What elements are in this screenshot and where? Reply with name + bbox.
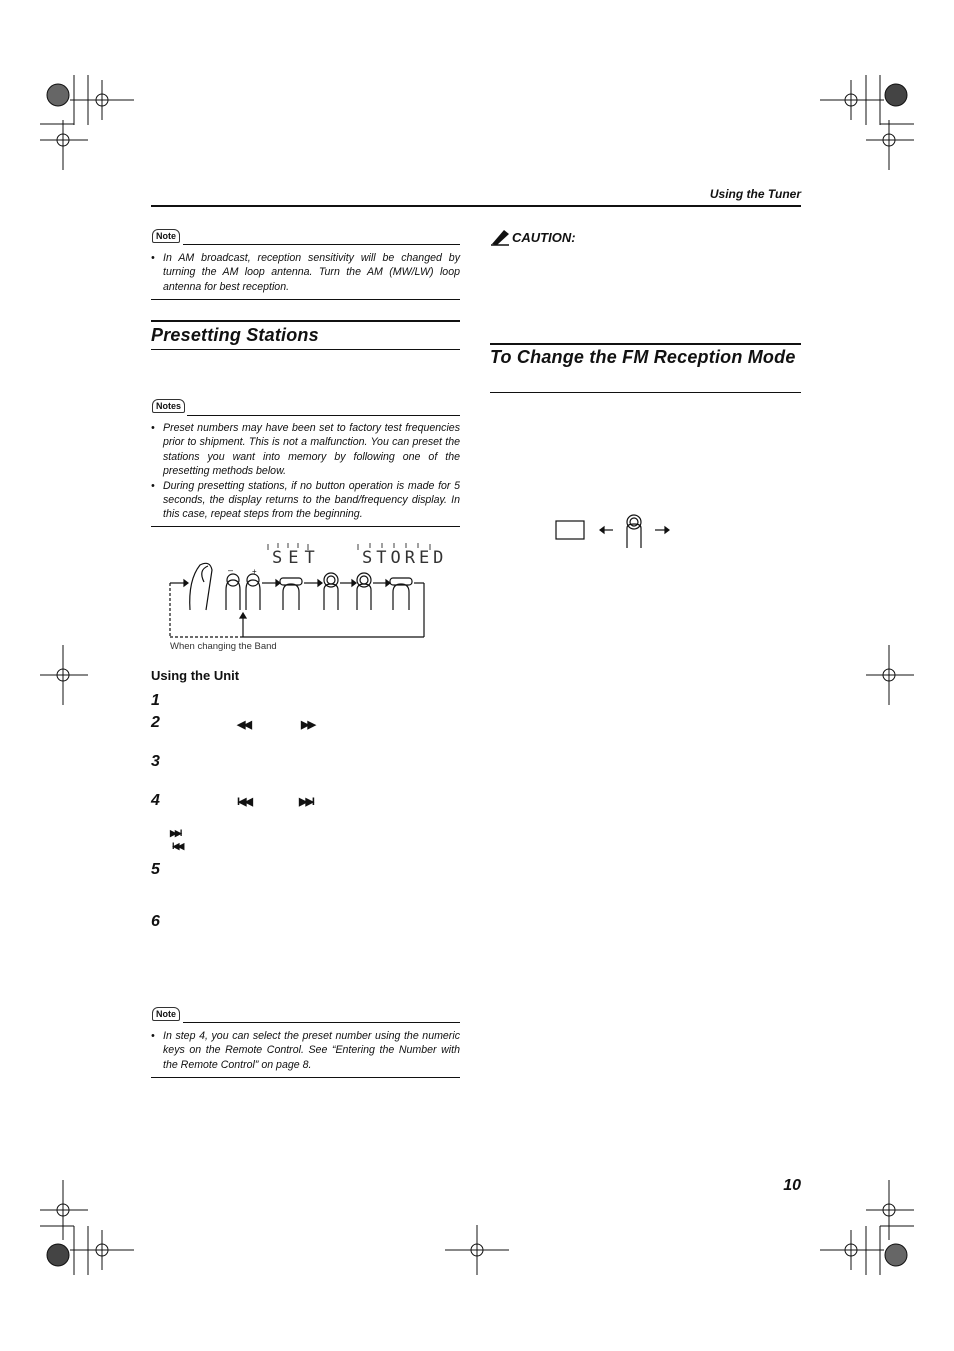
note-badge-step4: Note: [152, 1007, 180, 1021]
note-step4-rule-top: [183, 1022, 460, 1023]
step-2: 2: [151, 714, 160, 731]
page-number: 10: [783, 1177, 801, 1194]
notes-rule-bottom: [151, 526, 460, 527]
step-6: 6: [151, 913, 160, 930]
section-rule-top: [151, 320, 460, 322]
fm-rule-top: [490, 343, 801, 345]
fm-mode-diagram: [555, 510, 675, 550]
notes-preset-text: • Preset numbers may have been set to factory test frequencies prior to shipment. This is not a malfunction. You can preset the stations you want into memory by following one of the presetting methods below. • During presetting stations, if no button operation is made for 5 seconds, the display returns to the band/frequency display. In this case, repeat steps from the beginning.: [151, 422, 460, 521]
section-title-presetting: Presetting Stations: [151, 325, 319, 345]
next-symbol-small: ▶▶I: [170, 828, 181, 838]
notes-badge: Notes: [152, 399, 185, 413]
plus-label: +: [252, 567, 257, 576]
step-1: 1: [151, 692, 160, 709]
note-rule-top: [183, 244, 460, 245]
notes-rule-top: [187, 415, 460, 416]
previous-symbol: I◀◀: [237, 796, 251, 808]
step-4: 4: [151, 792, 160, 809]
header-rule: [151, 205, 801, 207]
note-rule-bottom: [151, 299, 460, 300]
note-am-text: • In AM broadcast, reception sensitivity will be changed by turning the AM loop antenna. Turn the AM (MW/LW) loop antenna for best reception.: [151, 252, 460, 293]
display-set-text: SET: [272, 548, 321, 568]
step-3: 3: [151, 753, 160, 770]
section-rule-bottom: [151, 349, 460, 350]
diagram-caption: When changing the Band: [170, 641, 277, 652]
rewind-symbol: ◀◀: [237, 719, 250, 731]
minus-label: –: [228, 565, 234, 575]
note-step4-text: • In step 4, you can select the preset number using the numeric keys on the Remote Control. See “Entering the Number with the Remote Control” on page 8.: [151, 1030, 460, 1071]
previous-symbol-small: I◀◀: [172, 841, 183, 851]
display-stored-text: STORED: [362, 548, 448, 568]
step-5: 5: [151, 861, 160, 878]
running-header: Using the Tuner: [709, 187, 801, 201]
fast-forward-symbol: ▶▶: [301, 719, 314, 731]
fm-rule-bottom: [490, 392, 801, 393]
caution-label: CAUTION:: [512, 230, 576, 245]
section-title-fm-mode: To Change the FM Reception Mode: [490, 347, 796, 367]
caution-pen-icon: [490, 228, 512, 246]
note-step4-rule-bottom: [151, 1077, 460, 1078]
using-unit-heading: Using the Unit: [151, 668, 240, 683]
next-symbol: ▶▶I: [299, 796, 313, 808]
note-badge: Note: [152, 229, 180, 243]
